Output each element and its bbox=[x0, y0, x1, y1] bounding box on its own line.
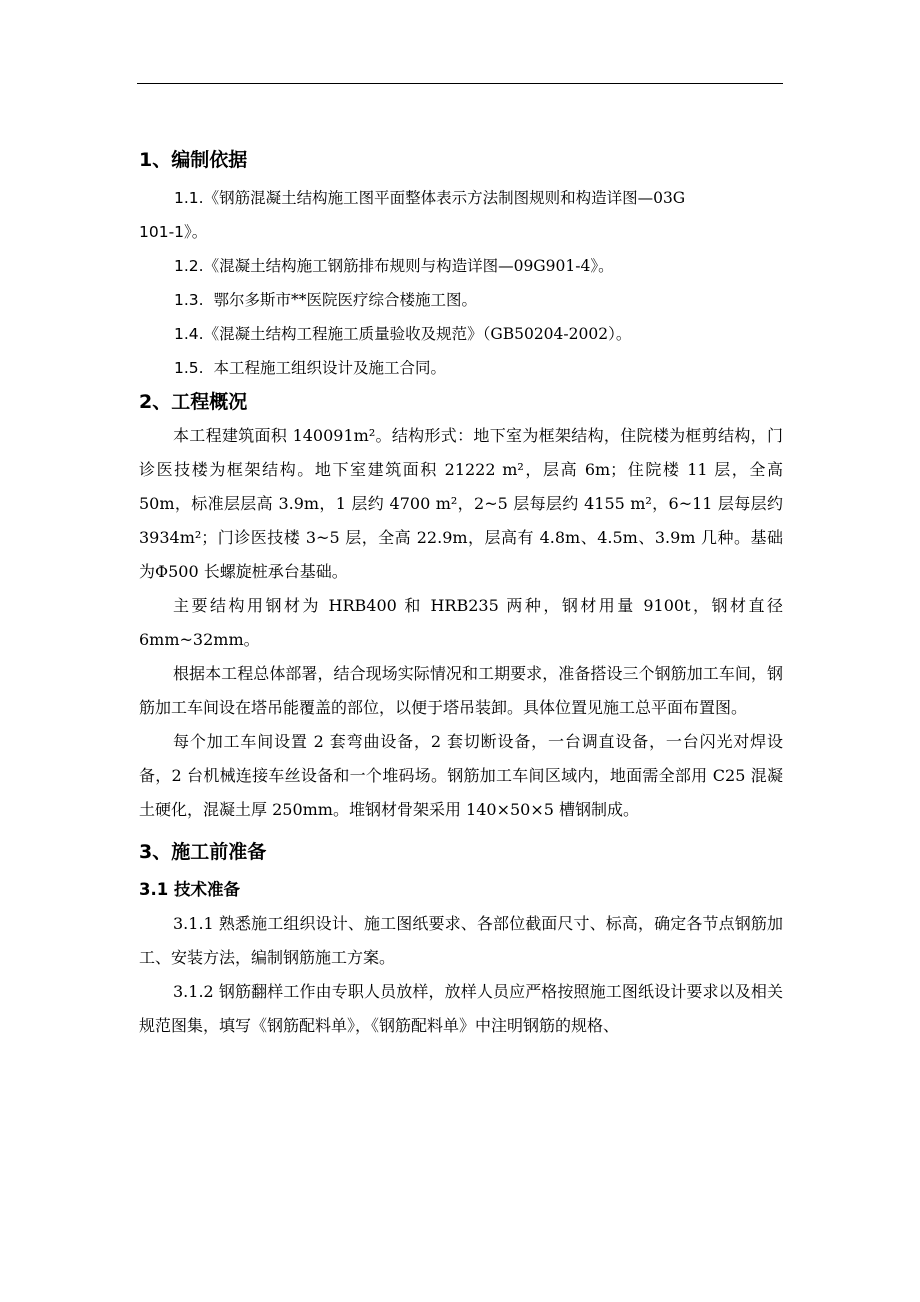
tech-prep-paragraph-2: 3.1.2 钢筋翻样工作由专职人员放样，放样人员应严格按照施工图纸设计要求以及相关规范图集，填写《钢筋配料单》，《钢筋配料单》中注明钢筋的规格、 bbox=[139, 982, 783, 1035]
section-heading-3: 3、施工前准备 bbox=[139, 841, 267, 863]
section-heading-2: 2、工程概况 bbox=[139, 391, 248, 413]
overview-paragraph-1: 本工程建筑面积 140091m²。结构形式：地下室为框架结构，住院楼为框剪结构，门诊医技楼为框架结构。地下室建筑面积 21222 m²，层高 6m；住院楼 11 层，全高 50m，标准层层高 3.9m，1 层约 4700 m²，2~5 层每层约 4155 m²，6~11 层每层约 3934m²；门诊医技楼 3~5 层，全高 22.9m，层高有 4.8m、4.5m、3.9m 几种。基础为Φ500 长螺旋桩承台基础。 bbox=[139, 426, 783, 581]
document-body bbox=[139, 143, 783, 1043]
item-1-5: 1.5. 本工程施工组织设计及施工合同。 bbox=[174, 359, 446, 377]
overview-paragraph-3: 根据本工程总体部署，结合现场实际情况和工期要求，准备搭设三个钢筋加工车间，钢筋加工车间设在塔吊能覆盖的部位，以便于塔吊装卸。具体位置见施工总平面布置图。 bbox=[139, 664, 783, 717]
item-1-1: 1.1.《钢筋混凝土结构施工图平面整体表示方法制图规则和构造详图—03G bbox=[174, 189, 686, 207]
section-heading-1: 1、编制依据 bbox=[139, 149, 248, 171]
item-1-2: 1.2.《混凝土结构施工钢筋排布规则与构造详图—09G901-4》。 bbox=[174, 257, 614, 275]
tech-prep-paragraph-1: 3.1.1 熟悉施工组织设计、施工图纸要求、各部位截面尺寸、标高，确定各节点钢筋加工、安装方法，编制钢筋施工方案。 bbox=[139, 914, 783, 967]
item-1-4: 1.4.《混凝土结构工程施工质量验收及规范》（GB50204-2002）。 bbox=[174, 325, 632, 343]
header-rule bbox=[137, 83, 783, 84]
item-1-3: 1.3. 鄂尔多斯市**医院医疗综合楼施工图。 bbox=[174, 291, 477, 309]
item-1-1-cont: 101-1》。 bbox=[139, 223, 208, 241]
overview-paragraph-4: 每个加工车间设置 2 套弯曲设备，2 套切断设备，一台调直设备，一台闪光对焊设备，2 台机械连接车丝设备和一个堆码场。钢筋加工车间区域内，地面需全部用 C25 混凝土硬化，混凝土厚 250mm。堆钢材骨架采用 140×50×5 槽钢制成。 bbox=[139, 732, 783, 819]
subsection-heading-3-1: 3.1 技术准备 bbox=[139, 880, 240, 899]
overview-paragraph-2: 主要结构用钢材为 HRB400 和 HRB235 两种，钢材用量 9100t，钢材直径 6mm~32mm。 bbox=[139, 596, 783, 649]
